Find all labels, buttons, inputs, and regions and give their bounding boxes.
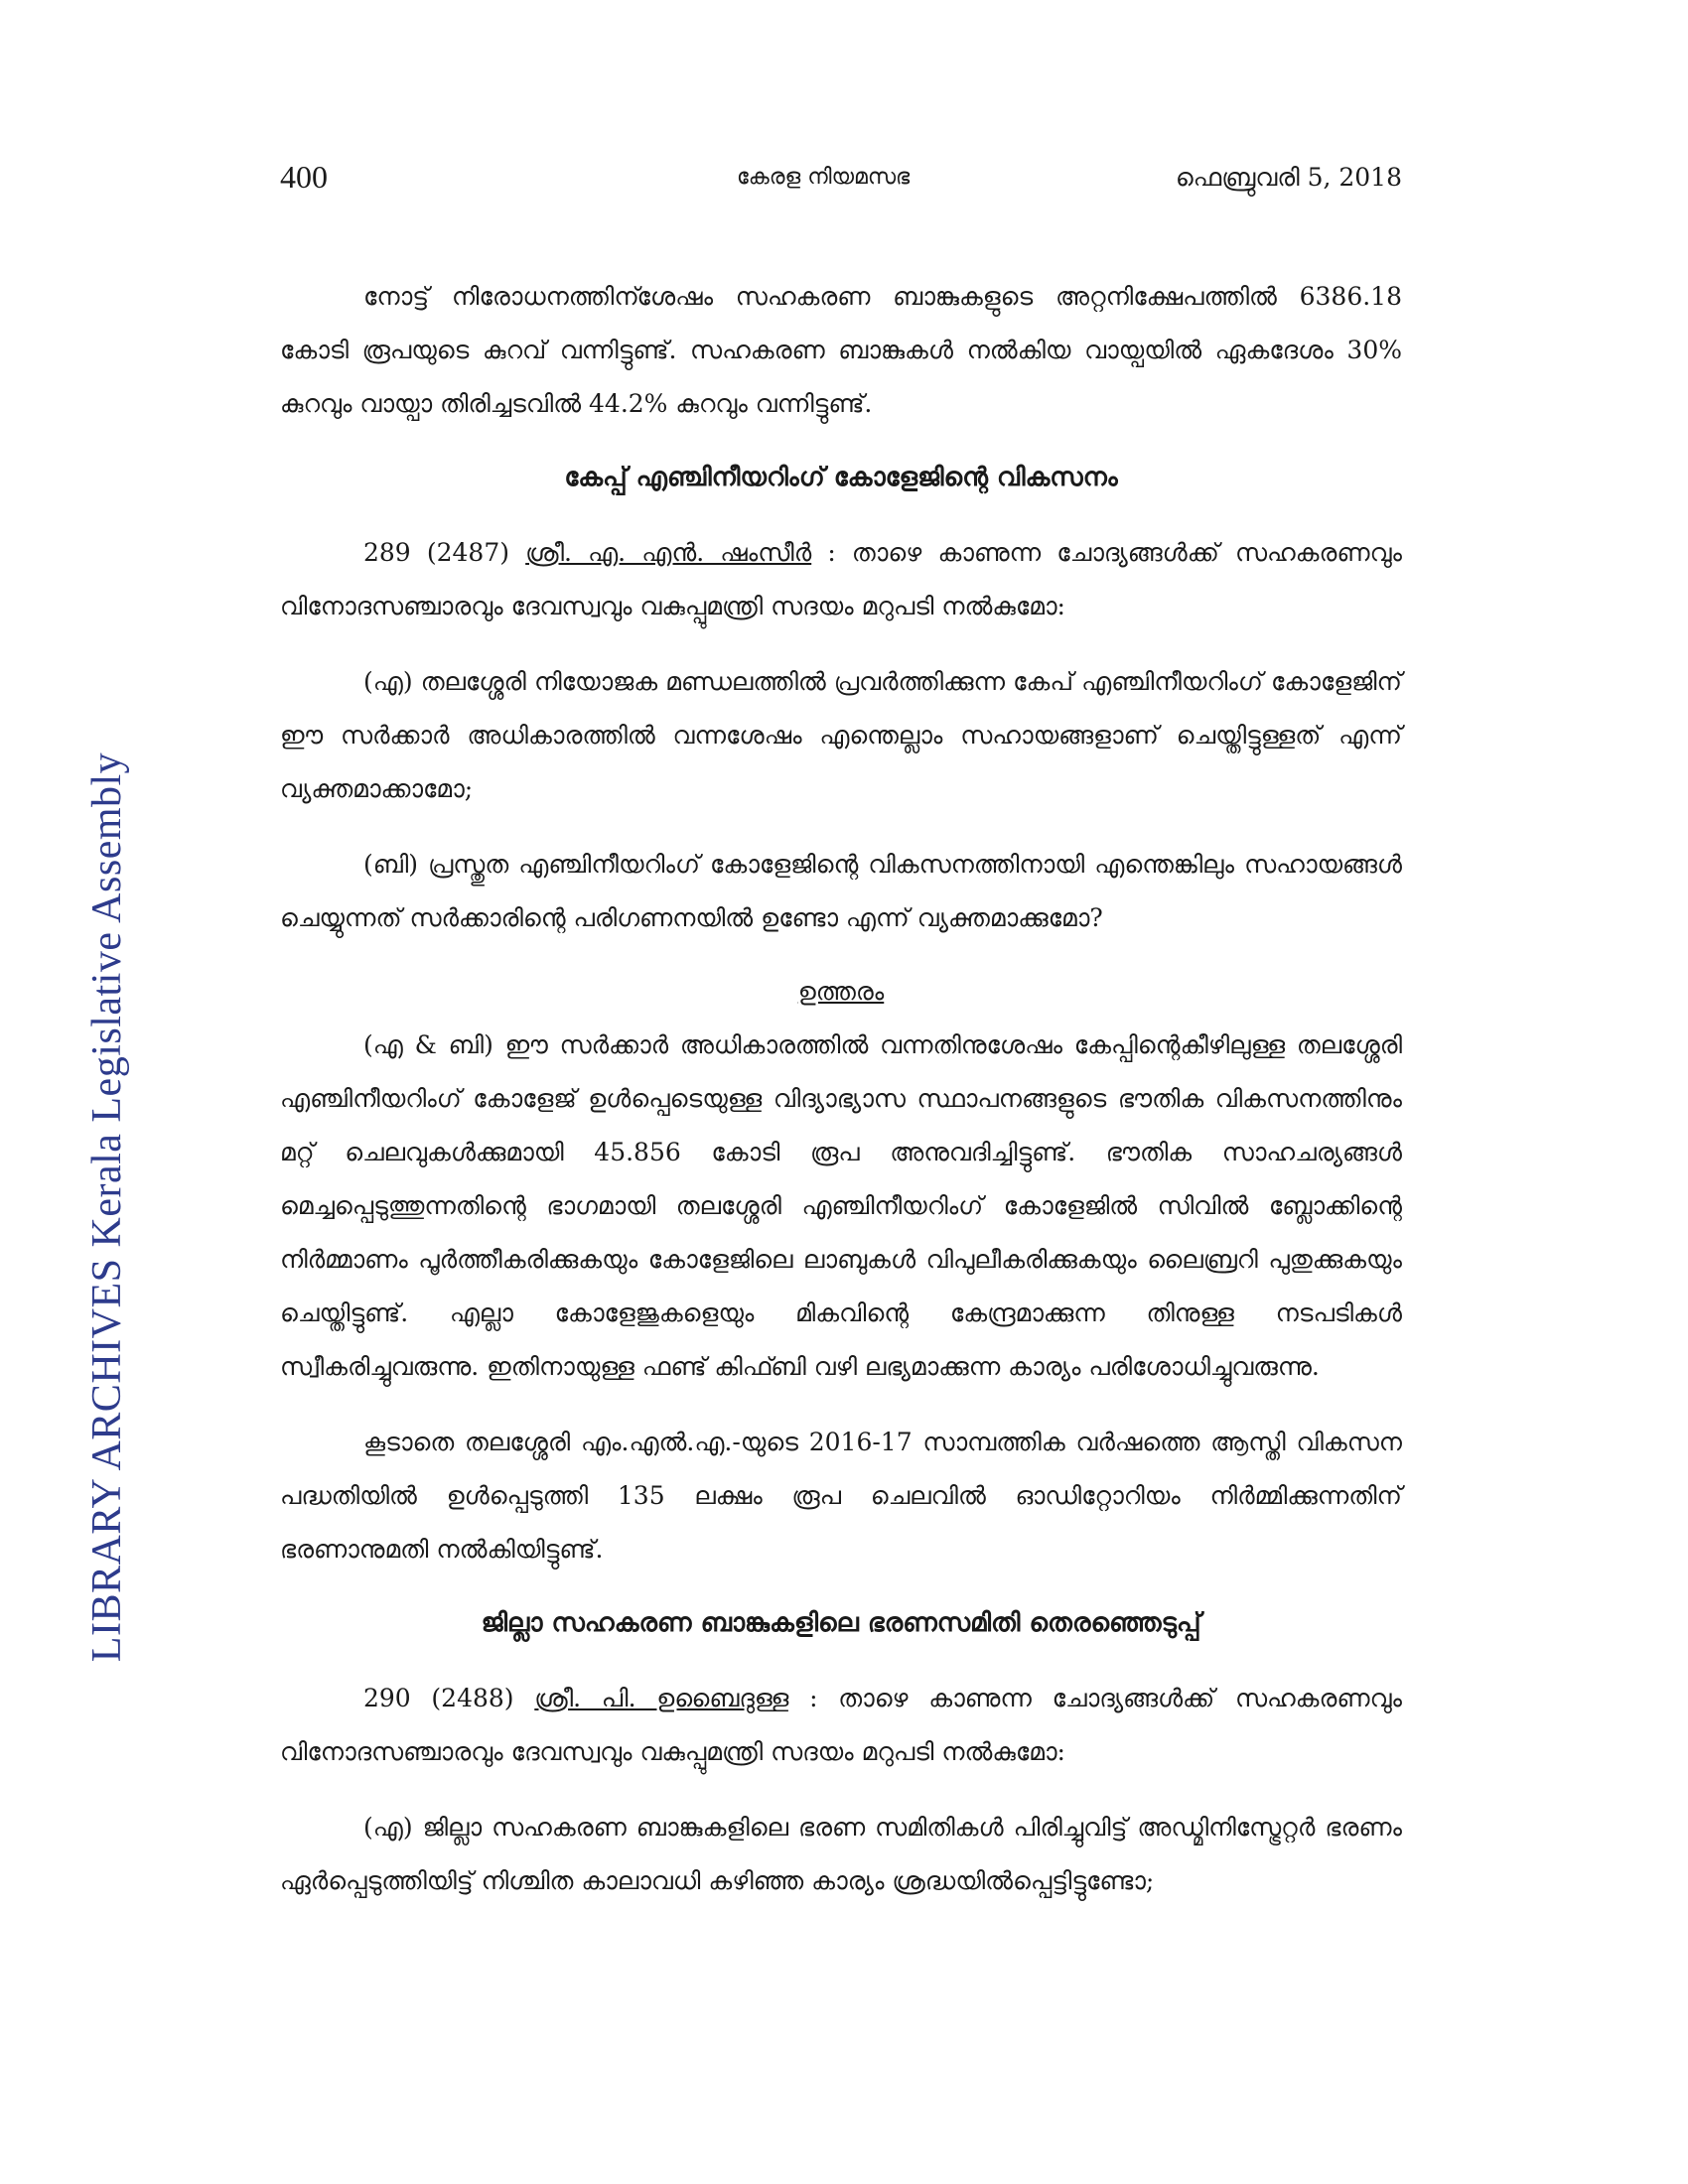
answer-paragraph-1: (എ & ബി) ഈ സർക്കാർ അധികാരത്തിൽ വന്നതിനുശേഷം കേപ്പിന്റെകീഴിലുള്ള തലശ്ശേരി എഞ്ചിനീയറിംഗ് കോളേജ് ഉൾപ്പെടെയുള്ള വിദ്യാഭ്യാസ സ്ഥാപനങ്ങളുടെ ഭൗതിക വികസനത്തിനും മറ്റ് ചെലവുകൾക്കുമായി 45.856 കോടി രൂപ അനുവദിച്ചിട്ടുണ്ട്. ഭൗതിക സാഹചര്യങ്ങൾ മെച്ചപ്പെടുത്തുന്നതിന്റെ ഭാഗമായി തലശ്ശേരി എഞ്ചിനീയറിംഗ് കോളേജിൽ സിവിൽ ബ്ലോക്കിന്റെ നിർമ്മാണം പൂർത്തീകരിക്കുകയും കോളേജിലെ ലാബുകൾ വിപുലീകരിക്കുകയും ലൈബ്രറി പുതുക്കുകയും ചെയ്തിട്ടുണ്ട്. എല്ലാ കോളേജുകളെയും മികവിന്റെ കേന്ദ്രമാക്കുന്ന തിനുള്ള നടപടികൾ സ്വീകരിച്ചുവരുന്നു. ഇതിനായുള്ള ഫണ്ട് കിഫ്ബി വഴി ലഭ്യമാക്കുന്ന കാര്യം പരിശോധിച്ചുവരുന്നു.	[280, 1030, 1402, 1381]
question-289-heading: കേപ്പ് എഞ്ചിനീയറിംഗ് കോളേജിന്റെ വികസനം	[564, 463, 1118, 492]
publication-date: ഫെബ്രുവരി 5, 2018	[1175, 163, 1402, 192]
page-header	[280, 159, 1402, 199]
question-289-part-a: (എ) തലശ്ശേരി നിയോജക മണ്ഡലത്തിൽ പ്രവർത്തിക്കുന്ന കേപ് എഞ്ചിനീയറിംഗ് കോളേജിന് ഈ സർക്കാർ അധികാരത്തിൽ വന്നശേഷം എന്തെല്ലാം സഹായങ്ങളാണ് ചെയ്തിട്ടുള്ളത് എന്ന് വ്യക്തമാക്കാമോ;	[280, 667, 1402, 803]
member-name: ശ്രീ. പി. ഉബൈദുള്ള	[534, 1684, 789, 1712]
question-text: : താഴെ കാണുന്ന ചോദ്യങ്ങൾക്ക് സഹകരണവും വിനോദസഞ്ചാരവും ദേവസ്വവും വകുപ്പുമന്ത്രി സദയം മറുപടി നൽകുമോ:	[280, 1684, 1402, 1766]
publication-name: കേരള നിയമസഭ	[737, 165, 911, 190]
member-name: ശ്രീ. എ. എൻ. ഷംസീർ	[525, 538, 812, 567]
question-text: : താഴെ കാണുന്ന ചോദ്യങ്ങൾക്ക് സഹകരണവും വിനോദസഞ്ചാരവും ദേവസ്വവും വകുപ്പുമന്ത്രി സദയം മറുപടി നൽകുമോ:	[280, 538, 1403, 620]
page-number: 400	[280, 159, 328, 195]
document-body	[280, 270, 1402, 1908]
question-289-part-b: (ബി) പ്രസ്തുത എഞ്ചിനീയറിംഗ് കോളേജിന്റെ വികസനത്തിനായി എന്തെങ്കിലും സഹായങ്ങൾ ചെയ്യുന്നത് സർക്കാരിന്റെ പരിഗണനയിൽ ഉണ്ടോ എന്ന് വ്യക്തമാക്കുമോ?	[280, 850, 1402, 932]
question-number: 290 (2488)	[363, 1684, 514, 1712]
intro-paragraph: നോട്ട് നിരോധനത്തിന്ശേഷം സഹകരണ ബാങ്കുകളുടെ അറ്റനിക്ഷേപത്തിൽ 6386.18 കോടി രൂപയുടെ കുറവ് വന്നിട്ടുണ്ട്. സഹകരണ ബാങ്കുകൾ നൽകിയ വായ്പയിൽ ഏകദേശം 30% കുറവും വായ്പാ തിരിച്ചടവിൽ 44.2% കുറവും വന്നിട്ടുണ്ട്.	[280, 282, 1402, 418]
answer-paragraph-2: കൂടാതെ തലശ്ശേരി എം.എൽ.എ.-യുടെ 2016-17 സാമ്പത്തിക വർഷത്തെ ആസ്തി വികസന പദ്ധതിയിൽ ഉൾപ്പെടുത്തി 135 ലക്ഷം രൂപ ചെലവിൽ ഓഡിറ്റോറിയം നിർമ്മിക്കുന്നതിന് ഭരണാനുമതി നൽകിയിട്ടുണ്ട്.	[280, 1428, 1402, 1564]
question-290-part-a: (എ) ജില്ലാ സഹകരണ ബാങ്കുകളിലെ ഭരണ സമിതികൾ പിരിച്ചുവിട്ട് അഡ്മിനിസ്ട്രേറ്റർ ഭരണം ഏർപ്പെടുത്തിയിട്ട് നിശ്ചിത കാലാവധി കഴിഞ്ഞ കാര്യം ശ്രദ്ധയിൽപ്പെട്ടിട്ടുണ്ടോ;	[280, 1813, 1402, 1895]
question-290-heading: ജില്ലാ സഹകരണ ബാങ്കുകളിലെ ഭരണസമിതി തെരഞ്ഞെടുപ്പ്	[481, 1608, 1201, 1638]
question-290-intro	[280, 1672, 1402, 1779]
question-number: 289 (2487)	[363, 538, 509, 567]
question-289-intro	[280, 526, 1402, 633]
archive-watermark: LIBRARY ARCHIVES Kerala Legislative Assembly	[84, 751, 130, 1663]
answer-heading: ഉത്തരം	[797, 977, 885, 1006]
